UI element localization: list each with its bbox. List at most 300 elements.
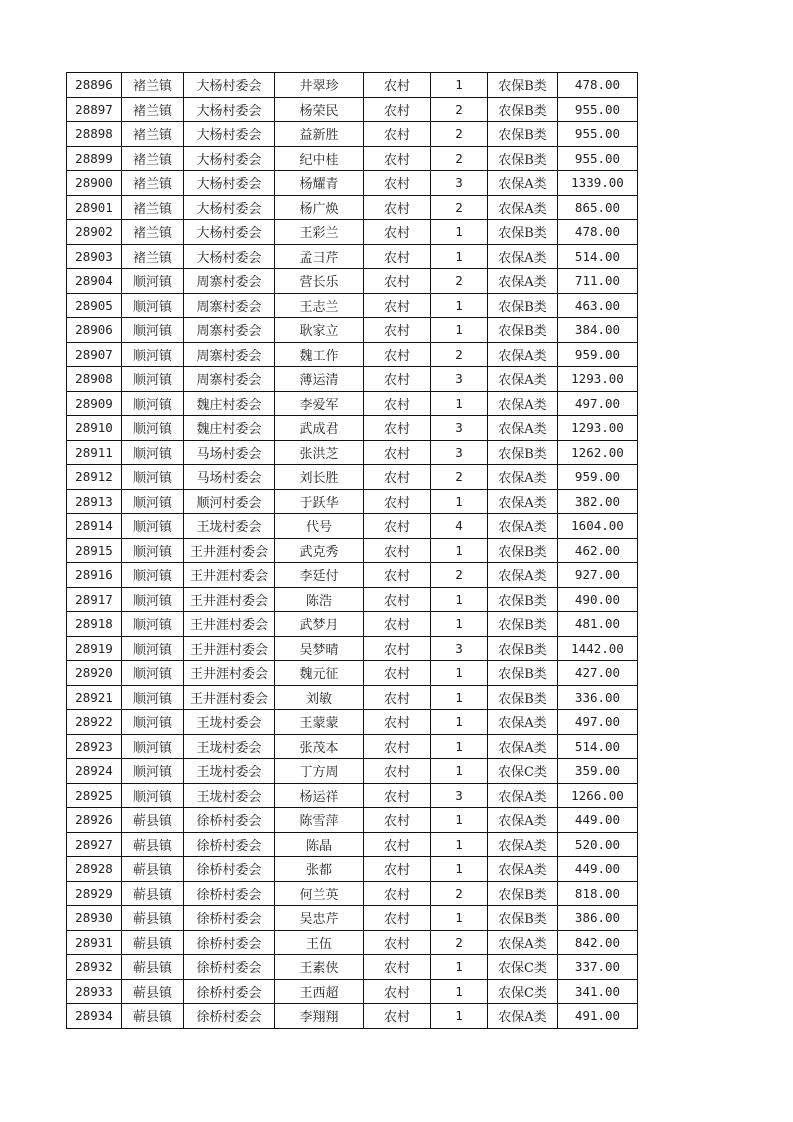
cell-id: 28915 bbox=[67, 538, 122, 563]
cell-town: 顺河镇 bbox=[122, 269, 184, 294]
cell-amount: 1293.00 bbox=[558, 416, 638, 441]
cell-members: 1 bbox=[431, 538, 488, 563]
cell-amount: 959.00 bbox=[558, 465, 638, 490]
cell-type: 农村 bbox=[364, 955, 431, 980]
cell-type: 农村 bbox=[364, 734, 431, 759]
cell-amount: 955.00 bbox=[558, 97, 638, 122]
cell-town: 蕲县镇 bbox=[122, 857, 184, 882]
cell-amount: 427.00 bbox=[558, 661, 638, 686]
cell-type: 农村 bbox=[364, 122, 431, 147]
cell-town: 蕲县镇 bbox=[122, 1004, 184, 1029]
table-row bbox=[67, 612, 638, 637]
cell-amount: 384.00 bbox=[558, 318, 638, 343]
cell-category: 农保C类 bbox=[488, 979, 558, 1004]
cell-id: 28933 bbox=[67, 979, 122, 1004]
cell-name: 吴忠芹 bbox=[275, 906, 364, 931]
cell-village: 魏庄村委会 bbox=[184, 416, 275, 441]
cell-name: 孟彐芹 bbox=[275, 244, 364, 269]
cell-category: 农保B类 bbox=[488, 636, 558, 661]
cell-members: 1 bbox=[431, 220, 488, 245]
cell-town: 顺河镇 bbox=[122, 391, 184, 416]
cell-category: 农保A类 bbox=[488, 195, 558, 220]
cell-type: 农村 bbox=[364, 391, 431, 416]
table-row bbox=[67, 955, 638, 980]
cell-category: 农保A类 bbox=[488, 930, 558, 955]
cell-members: 3 bbox=[431, 416, 488, 441]
cell-category: 农保B类 bbox=[488, 220, 558, 245]
cell-amount: 514.00 bbox=[558, 244, 638, 269]
cell-amount: 865.00 bbox=[558, 195, 638, 220]
cell-village: 徐桥村委会 bbox=[184, 930, 275, 955]
table-row bbox=[67, 465, 638, 490]
cell-members: 1 bbox=[431, 832, 488, 857]
cell-members: 1 bbox=[431, 979, 488, 1004]
cell-name: 陈浩 bbox=[275, 587, 364, 612]
table-row bbox=[67, 710, 638, 735]
cell-id: 28932 bbox=[67, 955, 122, 980]
cell-id: 28921 bbox=[67, 685, 122, 710]
cell-town: 顺河镇 bbox=[122, 342, 184, 367]
cell-type: 农村 bbox=[364, 661, 431, 686]
cell-members: 2 bbox=[431, 930, 488, 955]
cell-members: 1 bbox=[431, 612, 488, 637]
cell-amount: 449.00 bbox=[558, 808, 638, 833]
cell-category: 农保A类 bbox=[488, 808, 558, 833]
cell-amount: 463.00 bbox=[558, 293, 638, 318]
cell-amount: 382.00 bbox=[558, 489, 638, 514]
cell-village: 大杨村委会 bbox=[184, 146, 275, 171]
cell-name: 李廷付 bbox=[275, 563, 364, 588]
cell-village: 大杨村委会 bbox=[184, 195, 275, 220]
cell-amount: 341.00 bbox=[558, 979, 638, 1004]
cell-amount: 478.00 bbox=[558, 220, 638, 245]
cell-town: 褚兰镇 bbox=[122, 171, 184, 196]
cell-category: 农保B类 bbox=[488, 661, 558, 686]
cell-id: 28907 bbox=[67, 342, 122, 367]
cell-members: 1 bbox=[431, 391, 488, 416]
cell-members: 3 bbox=[431, 783, 488, 808]
cell-id: 28897 bbox=[67, 97, 122, 122]
cell-name: 王伍 bbox=[275, 930, 364, 955]
cell-name: 王西超 bbox=[275, 979, 364, 1004]
cell-village: 王垅村委会 bbox=[184, 514, 275, 539]
cell-name: 杨耀青 bbox=[275, 171, 364, 196]
table-row bbox=[67, 440, 638, 465]
cell-type: 农村 bbox=[364, 465, 431, 490]
cell-type: 农村 bbox=[364, 881, 431, 906]
cell-category: 农保A类 bbox=[488, 710, 558, 735]
cell-village: 马场村委会 bbox=[184, 440, 275, 465]
cell-name: 张茂本 bbox=[275, 734, 364, 759]
cell-town: 褚兰镇 bbox=[122, 97, 184, 122]
cell-id: 28925 bbox=[67, 783, 122, 808]
table-row bbox=[67, 489, 638, 514]
cell-id: 28918 bbox=[67, 612, 122, 637]
cell-type: 农村 bbox=[364, 97, 431, 122]
cell-type: 农村 bbox=[364, 563, 431, 588]
cell-village: 王垅村委会 bbox=[184, 759, 275, 784]
cell-amount: 955.00 bbox=[558, 122, 638, 147]
table-row bbox=[67, 563, 638, 588]
cell-members: 1 bbox=[431, 906, 488, 931]
cell-name: 于跃华 bbox=[275, 489, 364, 514]
cell-name: 魏工作 bbox=[275, 342, 364, 367]
cell-members: 1 bbox=[431, 73, 488, 98]
cell-type: 农村 bbox=[364, 293, 431, 318]
cell-members: 2 bbox=[431, 97, 488, 122]
cell-name: 武梦月 bbox=[275, 612, 364, 637]
cell-village: 王井涯村委会 bbox=[184, 538, 275, 563]
cell-type: 农村 bbox=[364, 685, 431, 710]
cell-members: 1 bbox=[431, 808, 488, 833]
cell-town: 顺河镇 bbox=[122, 636, 184, 661]
cell-amount: 490.00 bbox=[558, 587, 638, 612]
cell-town: 褚兰镇 bbox=[122, 146, 184, 171]
cell-amount: 1293.00 bbox=[558, 367, 638, 392]
cell-category: 农保A类 bbox=[488, 244, 558, 269]
cell-id: 28903 bbox=[67, 244, 122, 269]
cell-members: 3 bbox=[431, 367, 488, 392]
cell-id: 28919 bbox=[67, 636, 122, 661]
cell-type: 农村 bbox=[364, 73, 431, 98]
cell-category: 农保B类 bbox=[488, 73, 558, 98]
cell-name: 李翔翔 bbox=[275, 1004, 364, 1029]
cell-amount: 818.00 bbox=[558, 881, 638, 906]
cell-name: 益新胜 bbox=[275, 122, 364, 147]
cell-village: 大杨村委会 bbox=[184, 171, 275, 196]
cell-name: 丁方周 bbox=[275, 759, 364, 784]
cell-name: 王素侠 bbox=[275, 955, 364, 980]
cell-id: 28929 bbox=[67, 881, 122, 906]
cell-amount: 842.00 bbox=[558, 930, 638, 955]
cell-id: 28926 bbox=[67, 808, 122, 833]
table-row bbox=[67, 367, 638, 392]
cell-members: 1 bbox=[431, 685, 488, 710]
cell-members: 3 bbox=[431, 171, 488, 196]
cell-amount: 955.00 bbox=[558, 146, 638, 171]
cell-town: 顺河镇 bbox=[122, 734, 184, 759]
cell-town: 蕲县镇 bbox=[122, 930, 184, 955]
cell-category: 农保A类 bbox=[488, 857, 558, 882]
cell-members: 2 bbox=[431, 465, 488, 490]
cell-category: 农保A类 bbox=[488, 269, 558, 294]
cell-members: 2 bbox=[431, 146, 488, 171]
cell-id: 28902 bbox=[67, 220, 122, 245]
table-row bbox=[67, 783, 638, 808]
cell-name: 井翠珍 bbox=[275, 73, 364, 98]
table-row bbox=[67, 759, 638, 784]
cell-amount: 1604.00 bbox=[558, 514, 638, 539]
cell-category: 农保B类 bbox=[488, 293, 558, 318]
cell-members: 1 bbox=[431, 587, 488, 612]
cell-id: 28923 bbox=[67, 734, 122, 759]
cell-members: 1 bbox=[431, 710, 488, 735]
cell-category: 农保A类 bbox=[488, 734, 558, 759]
cell-category: 农保A类 bbox=[488, 367, 558, 392]
cell-id: 28898 bbox=[67, 122, 122, 147]
cell-type: 农村 bbox=[364, 440, 431, 465]
cell-members: 2 bbox=[431, 563, 488, 588]
cell-amount: 1442.00 bbox=[558, 636, 638, 661]
cell-village: 周寨村委会 bbox=[184, 318, 275, 343]
cell-category: 农保B类 bbox=[488, 881, 558, 906]
cell-type: 农村 bbox=[364, 367, 431, 392]
cell-town: 顺河镇 bbox=[122, 783, 184, 808]
cell-type: 农村 bbox=[364, 269, 431, 294]
cell-town: 顺河镇 bbox=[122, 318, 184, 343]
cell-village: 王井涯村委会 bbox=[184, 587, 275, 612]
cell-village: 大杨村委会 bbox=[184, 244, 275, 269]
cell-amount: 711.00 bbox=[558, 269, 638, 294]
table-row bbox=[67, 244, 638, 269]
cell-amount: 481.00 bbox=[558, 612, 638, 637]
table-row bbox=[67, 171, 638, 196]
cell-town: 蕲县镇 bbox=[122, 808, 184, 833]
cell-type: 农村 bbox=[364, 636, 431, 661]
cell-village: 徐桥村委会 bbox=[184, 857, 275, 882]
cell-village: 大杨村委会 bbox=[184, 220, 275, 245]
cell-name: 武克秀 bbox=[275, 538, 364, 563]
cell-type: 农村 bbox=[364, 514, 431, 539]
cell-type: 农村 bbox=[364, 538, 431, 563]
cell-name: 武成君 bbox=[275, 416, 364, 441]
cell-id: 28911 bbox=[67, 440, 122, 465]
cell-amount: 927.00 bbox=[558, 563, 638, 588]
cell-name: 王彩兰 bbox=[275, 220, 364, 245]
cell-town: 顺河镇 bbox=[122, 293, 184, 318]
cell-id: 28928 bbox=[67, 857, 122, 882]
cell-category: 农保A类 bbox=[488, 171, 558, 196]
cell-town: 顺河镇 bbox=[122, 710, 184, 735]
cell-town: 顺河镇 bbox=[122, 440, 184, 465]
cell-village: 徐桥村委会 bbox=[184, 955, 275, 980]
cell-name: 营长乐 bbox=[275, 269, 364, 294]
cell-category: 农保B类 bbox=[488, 587, 558, 612]
cell-category: 农保B类 bbox=[488, 612, 558, 637]
cell-village: 王井涯村委会 bbox=[184, 636, 275, 661]
table-row bbox=[67, 146, 638, 171]
cell-village: 魏庄村委会 bbox=[184, 391, 275, 416]
table-row bbox=[67, 391, 638, 416]
cell-id: 28899 bbox=[67, 146, 122, 171]
cell-town: 顺河镇 bbox=[122, 661, 184, 686]
cell-type: 农村 bbox=[364, 832, 431, 857]
cell-village: 大杨村委会 bbox=[184, 97, 275, 122]
cell-town: 蕲县镇 bbox=[122, 906, 184, 931]
cell-category: 农保A类 bbox=[488, 1004, 558, 1029]
cell-village: 周寨村委会 bbox=[184, 367, 275, 392]
table-row bbox=[67, 514, 638, 539]
cell-town: 褚兰镇 bbox=[122, 220, 184, 245]
cell-members: 1 bbox=[431, 489, 488, 514]
cell-village: 徐桥村委会 bbox=[184, 979, 275, 1004]
cell-type: 农村 bbox=[364, 195, 431, 220]
cell-members: 1 bbox=[431, 759, 488, 784]
cell-village: 周寨村委会 bbox=[184, 269, 275, 294]
cell-amount: 497.00 bbox=[558, 710, 638, 735]
cell-village: 王垅村委会 bbox=[184, 783, 275, 808]
cell-name: 杨广焕 bbox=[275, 195, 364, 220]
cell-type: 农村 bbox=[364, 342, 431, 367]
cell-name: 杨运祥 bbox=[275, 783, 364, 808]
table-row bbox=[67, 1004, 638, 1029]
cell-amount: 386.00 bbox=[558, 906, 638, 931]
cell-amount: 1266.00 bbox=[558, 783, 638, 808]
table-row bbox=[67, 342, 638, 367]
cell-members: 2 bbox=[431, 881, 488, 906]
table-row bbox=[67, 979, 638, 1004]
table-row bbox=[67, 661, 638, 686]
cell-amount: 478.00 bbox=[558, 73, 638, 98]
table-row bbox=[67, 881, 638, 906]
cell-members: 2 bbox=[431, 122, 488, 147]
cell-id: 28922 bbox=[67, 710, 122, 735]
table-row bbox=[67, 734, 638, 759]
cell-members: 1 bbox=[431, 244, 488, 269]
cell-town: 蕲县镇 bbox=[122, 955, 184, 980]
cell-category: 农保A类 bbox=[488, 391, 558, 416]
cell-type: 农村 bbox=[364, 244, 431, 269]
cell-amount: 1262.00 bbox=[558, 440, 638, 465]
cell-name: 王志兰 bbox=[275, 293, 364, 318]
cell-id: 28901 bbox=[67, 195, 122, 220]
cell-members: 1 bbox=[431, 734, 488, 759]
cell-town: 蕲县镇 bbox=[122, 832, 184, 857]
cell-id: 28904 bbox=[67, 269, 122, 294]
cell-members: 3 bbox=[431, 636, 488, 661]
cell-town: 顺河镇 bbox=[122, 587, 184, 612]
table-row bbox=[67, 269, 638, 294]
cell-town: 顺河镇 bbox=[122, 416, 184, 441]
cell-town: 顺河镇 bbox=[122, 759, 184, 784]
table-body bbox=[67, 73, 638, 1029]
cell-village: 徐桥村委会 bbox=[184, 881, 275, 906]
cell-type: 农村 bbox=[364, 1004, 431, 1029]
cell-category: 农保A类 bbox=[488, 416, 558, 441]
cell-id: 28914 bbox=[67, 514, 122, 539]
cell-name: 陈晶 bbox=[275, 832, 364, 857]
table-row bbox=[67, 195, 638, 220]
cell-type: 农村 bbox=[364, 710, 431, 735]
cell-town: 顺河镇 bbox=[122, 612, 184, 637]
cell-members: 2 bbox=[431, 195, 488, 220]
cell-name: 耿家立 bbox=[275, 318, 364, 343]
cell-town: 蕲县镇 bbox=[122, 979, 184, 1004]
cell-amount: 336.00 bbox=[558, 685, 638, 710]
cell-id: 28916 bbox=[67, 563, 122, 588]
cell-category: 农保A类 bbox=[488, 783, 558, 808]
table-row bbox=[67, 832, 638, 857]
table-row bbox=[67, 930, 638, 955]
cell-amount: 520.00 bbox=[558, 832, 638, 857]
cell-category: 农保B类 bbox=[488, 146, 558, 171]
cell-name: 李爱军 bbox=[275, 391, 364, 416]
table-row bbox=[67, 73, 638, 98]
cell-town: 顺河镇 bbox=[122, 514, 184, 539]
cell-village: 周寨村委会 bbox=[184, 342, 275, 367]
cell-id: 28934 bbox=[67, 1004, 122, 1029]
cell-town: 顺河镇 bbox=[122, 367, 184, 392]
table-row bbox=[67, 318, 638, 343]
cell-amount: 337.00 bbox=[558, 955, 638, 980]
cell-members: 1 bbox=[431, 293, 488, 318]
cell-name: 纪中桂 bbox=[275, 146, 364, 171]
cell-town: 顺河镇 bbox=[122, 465, 184, 490]
table-row bbox=[67, 587, 638, 612]
table-row bbox=[67, 906, 638, 931]
cell-amount: 514.00 bbox=[558, 734, 638, 759]
cell-village: 王井涯村委会 bbox=[184, 685, 275, 710]
cell-id: 28913 bbox=[67, 489, 122, 514]
cell-village: 大杨村委会 bbox=[184, 122, 275, 147]
cell-id: 28906 bbox=[67, 318, 122, 343]
cell-type: 农村 bbox=[364, 979, 431, 1004]
cell-type: 农村 bbox=[364, 146, 431, 171]
table-row bbox=[67, 293, 638, 318]
cell-category: 农保A类 bbox=[488, 832, 558, 857]
table-row bbox=[67, 122, 638, 147]
cell-amount: 462.00 bbox=[558, 538, 638, 563]
cell-category: 农保B类 bbox=[488, 538, 558, 563]
cell-village: 徐桥村委会 bbox=[184, 1004, 275, 1029]
cell-type: 农村 bbox=[364, 930, 431, 955]
cell-type: 农村 bbox=[364, 612, 431, 637]
cell-id: 28908 bbox=[67, 367, 122, 392]
table-row bbox=[67, 97, 638, 122]
cell-village: 徐桥村委会 bbox=[184, 808, 275, 833]
cell-category: 农保C类 bbox=[488, 759, 558, 784]
cell-name: 张都 bbox=[275, 857, 364, 882]
cell-members: 2 bbox=[431, 269, 488, 294]
cell-type: 农村 bbox=[364, 220, 431, 245]
cell-id: 28909 bbox=[67, 391, 122, 416]
cell-category: 农保B类 bbox=[488, 440, 558, 465]
cell-members: 2 bbox=[431, 342, 488, 367]
cell-category: 农保A类 bbox=[488, 489, 558, 514]
relief-roster-table bbox=[66, 72, 638, 1029]
cell-category: 农保C类 bbox=[488, 955, 558, 980]
cell-category: 农保A类 bbox=[488, 465, 558, 490]
cell-town: 褚兰镇 bbox=[122, 122, 184, 147]
cell-name: 薄运清 bbox=[275, 367, 364, 392]
table-row bbox=[67, 538, 638, 563]
cell-type: 农村 bbox=[364, 808, 431, 833]
cell-name: 杨荣民 bbox=[275, 97, 364, 122]
table-row bbox=[67, 857, 638, 882]
cell-name: 张洪芝 bbox=[275, 440, 364, 465]
cell-town: 顺河镇 bbox=[122, 563, 184, 588]
cell-members: 1 bbox=[431, 318, 488, 343]
cell-id: 28927 bbox=[67, 832, 122, 857]
cell-village: 顺河村委会 bbox=[184, 489, 275, 514]
cell-name: 刘长胜 bbox=[275, 465, 364, 490]
cell-id: 28910 bbox=[67, 416, 122, 441]
cell-village: 王井涯村委会 bbox=[184, 612, 275, 637]
cell-category: 农保A类 bbox=[488, 563, 558, 588]
cell-type: 农村 bbox=[364, 318, 431, 343]
cell-id: 28900 bbox=[67, 171, 122, 196]
cell-village: 马场村委会 bbox=[184, 465, 275, 490]
cell-name: 刘敏 bbox=[275, 685, 364, 710]
cell-town: 顺河镇 bbox=[122, 489, 184, 514]
cell-village: 王垅村委会 bbox=[184, 710, 275, 735]
cell-town: 顺河镇 bbox=[122, 685, 184, 710]
cell-id: 28917 bbox=[67, 587, 122, 612]
cell-id: 28912 bbox=[67, 465, 122, 490]
table-row bbox=[67, 808, 638, 833]
cell-amount: 491.00 bbox=[558, 1004, 638, 1029]
cell-id: 28931 bbox=[67, 930, 122, 955]
